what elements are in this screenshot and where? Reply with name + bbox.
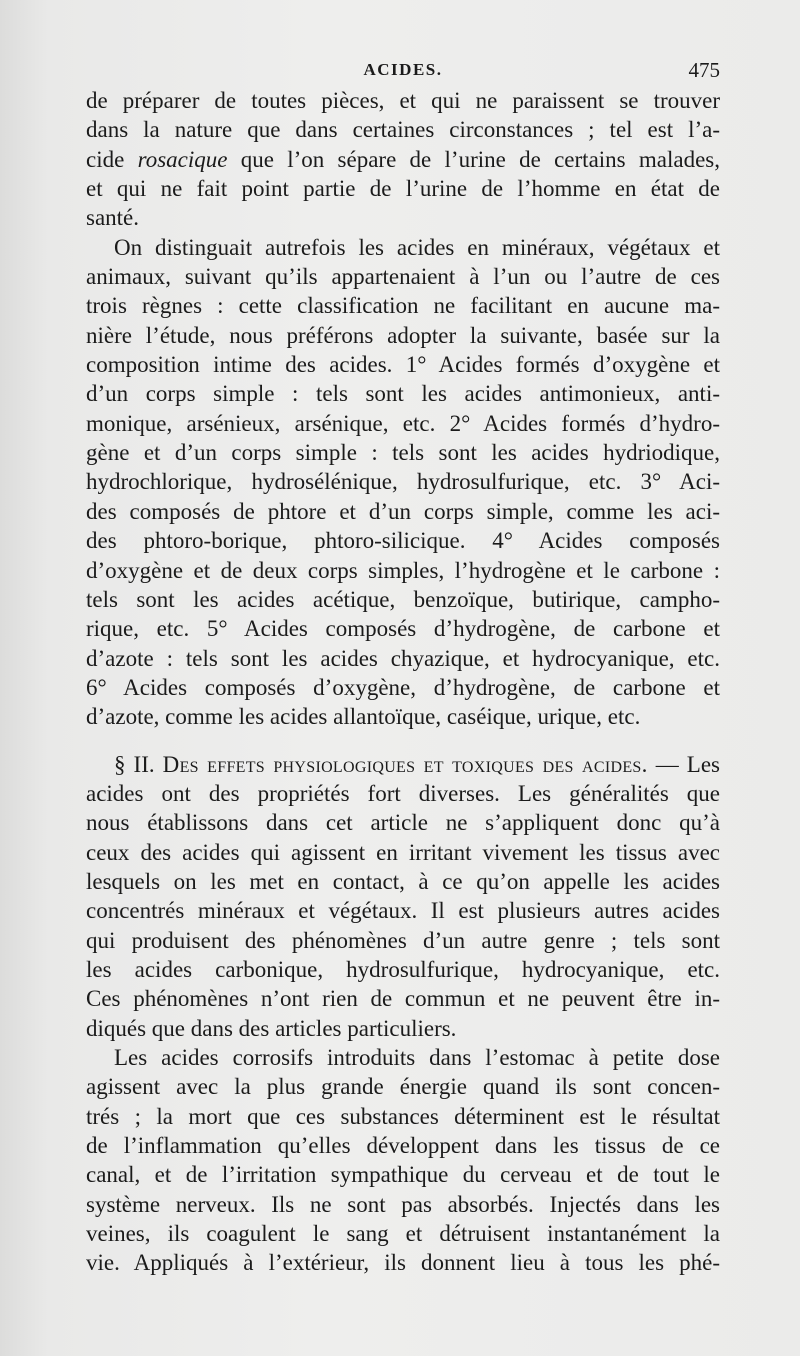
text-line: monique, arsénieux, arsénique, etc. 2° Acides formés d’hydro- bbox=[86, 410, 720, 436]
text-line: On distinguait autrefois les acides en minéraux, végétaux et bbox=[114, 234, 720, 260]
text-line: ceux des acides qui agissent en irritant vivement les tissus avec bbox=[86, 839, 720, 865]
text-line: santé. bbox=[86, 205, 140, 231]
text-line: qui produisent des phénomènes d’un autre genre ; tels sont bbox=[86, 927, 720, 953]
text-line: d’un corps simple : tels sont les acides antimonieux, anti- bbox=[86, 381, 720, 407]
text-line: veines, ils coagulent le sang et détruisent instantanément la bbox=[86, 1221, 720, 1247]
text-line: canal, et de l’irritation sympathique du cerveau et de tout le bbox=[86, 1162, 720, 1188]
text-line: système nerveux. Ils ne sont pas absorbés. Injectés dans les bbox=[86, 1191, 720, 1217]
text-line: rique, etc. 5° Acides composés d’hydrogène, de carbone et bbox=[86, 616, 720, 642]
text-line: tels sont les acides acétique, benzoïque, butirique, campho- bbox=[86, 586, 720, 612]
section-title: Des effets physiologiques et toxiques des acides. bbox=[162, 751, 648, 777]
italic-term: rosacique bbox=[137, 146, 228, 172]
text-line: animaux, suivant qu’ils appartenaient à l’un ou l’autre de ces bbox=[86, 264, 720, 290]
section-number: § II. bbox=[114, 751, 163, 777]
text-line: d’oxygène et de deux corps simples, l’hydrogène et le carbone : bbox=[86, 557, 720, 583]
text-segment: que l’on sépare de l’urine de certains malades, bbox=[227, 146, 721, 172]
text-line: d’azote : tels sont les acides chyazique, et hydrocyanique, etc. bbox=[86, 645, 720, 671]
text-line: agissent avec la plus grande énergie quand ils sont concen- bbox=[86, 1074, 720, 1100]
text-line: gène et d’un corps simple : tels sont les acides hydriodique, bbox=[86, 440, 720, 466]
text-line: dans la nature que dans certaines circonstances ; tel est l’a- bbox=[86, 117, 720, 143]
text-line: Ces phénomènes n’ont rien de commun et ne peuvent être in- bbox=[86, 986, 720, 1012]
section-heading-line bbox=[86, 750, 720, 779]
text-line: de l’inflammation qu’elles développent dans les tissus de ce bbox=[86, 1133, 720, 1159]
text-line: composition intime des acides. 1° Acides formés d’oxygène et bbox=[86, 352, 720, 378]
text-line: trés ; la mort que ces substances déterminent est le résultat bbox=[86, 1103, 720, 1129]
running-head: ACIDES. bbox=[363, 60, 443, 79]
text-line: 6° Acides composés d’oxygène, d’hydrogène, de carbone et bbox=[86, 674, 720, 700]
section-gap bbox=[86, 732, 720, 750]
text-line: et qui ne fait point partie de l’urine de l’homme en état de bbox=[86, 176, 720, 202]
text-line: nous établissons dans cet article ne s’appliquent donc qu’à bbox=[86, 810, 720, 836]
text-line: de préparer de toutes pièces, et qui ne paraissent se trouver bbox=[86, 88, 720, 113]
text-line: d’azote, comme les acides allantoïque, caséique, urique, etc. bbox=[86, 704, 641, 730]
page-number: 475 bbox=[688, 58, 720, 82]
text-line: acides ont des propriétés fort diverses. Les généralités que bbox=[86, 780, 720, 806]
page-body bbox=[86, 86, 720, 1278]
text-line: des composés de phtore et d’un corps simple, comme les aci- bbox=[86, 498, 720, 524]
text-line: les acides carbonique, hydrosulfurique, hydrocyanique, etc. bbox=[86, 956, 720, 982]
text-line: nière l’étude, nous préférons adopter la suivante, basée sur la bbox=[86, 322, 720, 348]
text-line: diqués que dans des articles particuliers. bbox=[86, 1015, 457, 1041]
text-line: trois règnes : cette classification ne facilitant en aucune ma- bbox=[86, 293, 720, 319]
page-header bbox=[86, 58, 720, 88]
text-line: des phtoro-borique, phtoro-silicique. 4° Acides composés bbox=[86, 528, 720, 554]
text-segment: cide bbox=[86, 146, 138, 172]
text-line-with-italic bbox=[86, 145, 720, 174]
text-line: lesquels on les met en contact, à ce qu’on appelle les acides bbox=[86, 868, 720, 894]
text-line: concentrés minéraux et végétaux. Il est plusieurs autres acides bbox=[86, 898, 720, 924]
text-line: vie. Appliqués à l’extérieur, ils donnent lieu à tous les phé- bbox=[86, 1250, 720, 1276]
text-line: hydrochlorique, hydrosélénique, hydrosulfurique, etc. 3° Aci- bbox=[86, 469, 720, 495]
text-segment: — Les bbox=[647, 751, 720, 777]
text-line: Les acides corrosifs introduits dans l’estomac à petite dose bbox=[114, 1045, 720, 1070]
